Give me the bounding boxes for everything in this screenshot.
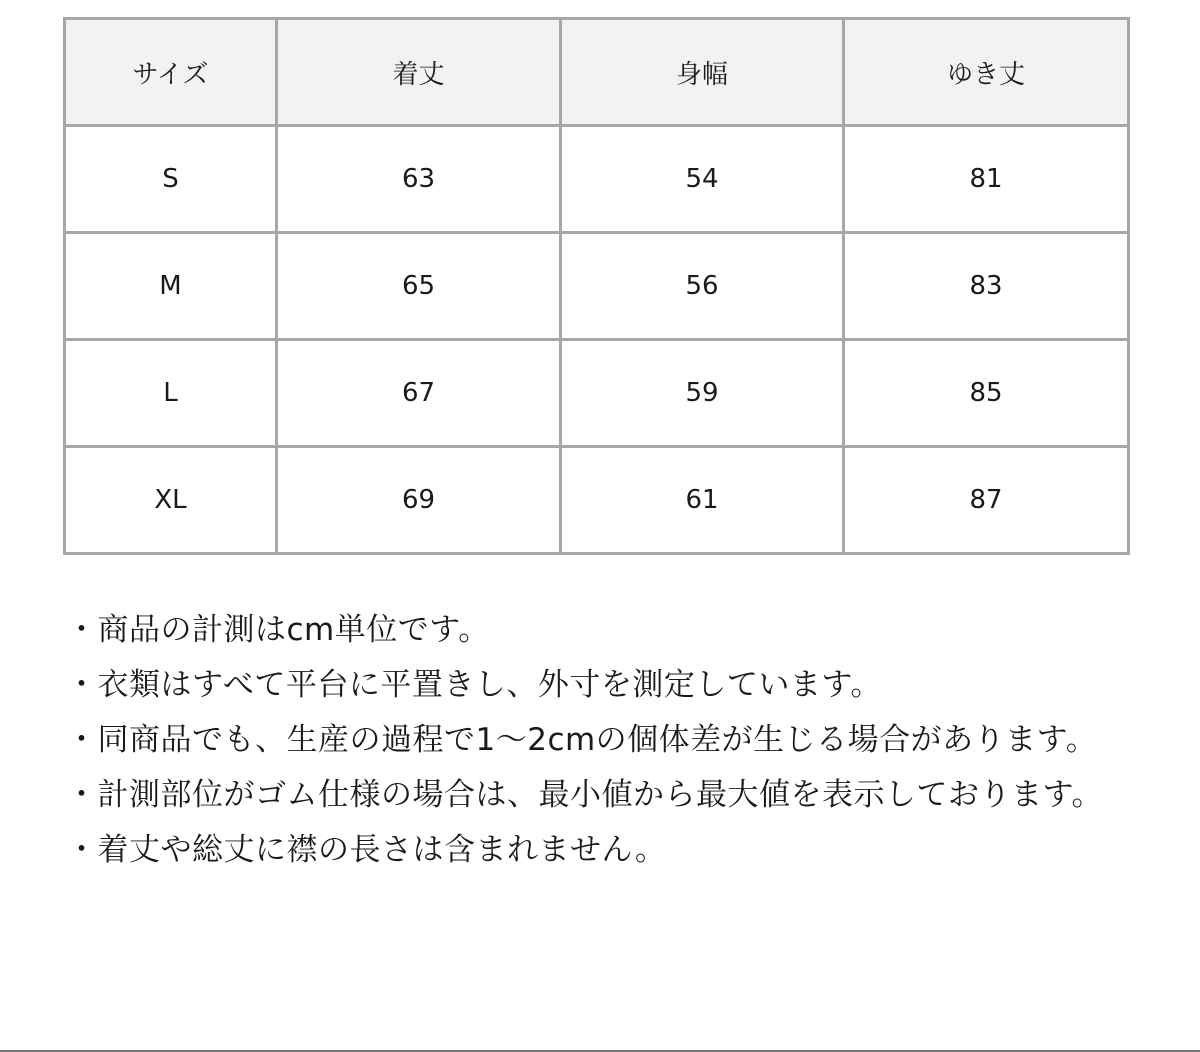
cell-size: M: [65, 233, 277, 340]
cell-sleeve-length: 83: [844, 233, 1129, 340]
cell-body-width: 59: [561, 340, 844, 447]
cell-body-length: 63: [277, 126, 561, 233]
cell-size: XL: [65, 447, 277, 554]
cell-body-width: 54: [561, 126, 844, 233]
cell-body-width: 56: [561, 233, 844, 340]
note-item: ・商品の計測はcm単位です。: [66, 612, 490, 648]
header-body-length: 着丈: [277, 19, 561, 126]
measurement-notes: [66, 603, 1136, 878]
cell-sleeve-length: 81: [844, 126, 1129, 233]
cell-sleeve-length: 85: [844, 340, 1129, 447]
cell-size: L: [65, 340, 277, 447]
table-row: [65, 233, 1129, 340]
note-item: ・同商品でも、生産の過程で1〜2cmの個体差が生じる場合があります。: [66, 722, 1098, 758]
size-chart-table: [63, 17, 1130, 555]
cell-size: S: [65, 126, 277, 233]
cell-body-length: 67: [277, 340, 561, 447]
table-row: [65, 126, 1129, 233]
note-item: ・衣類はすべて平台に平置きし、外寸を測定しています。: [66, 667, 882, 703]
note-item: ・計測部位がゴム仕様の場合は、最小値から最大値を表示しております。: [66, 777, 1104, 813]
cell-body-length: 65: [277, 233, 561, 340]
header-sleeve-length: ゆき丈: [844, 19, 1129, 126]
cell-body-width: 61: [561, 447, 844, 554]
header-size: サイズ: [65, 19, 277, 126]
cell-body-length: 69: [277, 447, 561, 554]
table-header-row: [65, 19, 1129, 126]
note-item: ・着丈や総丈に襟の長さは含まれません。: [66, 832, 667, 868]
table-row: [65, 340, 1129, 447]
header-body-width: 身幅: [561, 19, 844, 126]
cell-sleeve-length: 87: [844, 447, 1129, 554]
table-row: [65, 447, 1129, 554]
